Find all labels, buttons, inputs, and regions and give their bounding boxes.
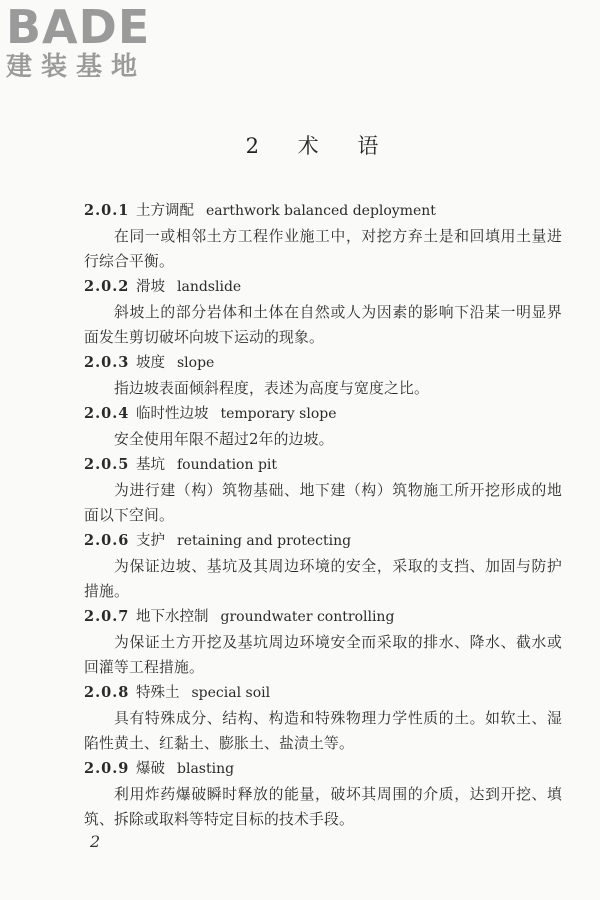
site-logo xyxy=(6,0,176,84)
term-entry xyxy=(84,350,562,401)
chapter-title: 2 术 语 xyxy=(245,134,395,158)
logo-subtitle: 建装基地 xyxy=(6,52,147,82)
term-english: foundation pit xyxy=(177,457,278,473)
term-heading xyxy=(84,756,562,782)
logo-mark: BADE xyxy=(6,0,151,54)
term-heading xyxy=(84,198,562,224)
term-definition: 利用炸药爆破瞬时释放的能量，破坏其周围的介质，达到开挖、填筑、拆除或取料等特定目标的技术手段。 xyxy=(84,786,562,828)
term-entry xyxy=(84,756,562,832)
term-number: 2.0.2 xyxy=(84,278,130,295)
page-number: 2 xyxy=(90,832,101,851)
term-english: temporary slope xyxy=(220,406,337,422)
term-english: special soil xyxy=(191,685,271,701)
term-number: 2.0.7 xyxy=(84,608,130,625)
term-definition: 具有特殊成分、结构、构造和特殊物理力学性质的土。如软土、湿陷性黄土、红黏土、膨胀土、盐渍土等。 xyxy=(84,710,562,752)
term-heading xyxy=(84,604,562,630)
term-number: 2.0.4 xyxy=(84,405,130,422)
term-definition: 为保证土方开挖及基坑周边环境安全而采取的排水、降水、截水或回灌等工程措施。 xyxy=(84,634,562,676)
term-chinese: 滑坡 xyxy=(136,279,165,295)
term-number: 2.0.8 xyxy=(84,684,130,701)
term-chinese: 地下水控制 xyxy=(136,609,209,625)
term-number: 2.0.3 xyxy=(84,354,130,371)
term-heading xyxy=(84,680,562,706)
term-entry xyxy=(84,274,562,350)
term-english: earthwork balanced deployment xyxy=(206,203,436,219)
term-definition: 安全使用年限不超过2年的边坡。 xyxy=(114,431,334,448)
term-chinese: 坡度 xyxy=(136,355,165,371)
term-entry xyxy=(84,401,562,452)
term-entry xyxy=(84,680,562,756)
term-entry xyxy=(84,528,562,604)
term-english: groundwater controlling xyxy=(220,609,395,625)
term-entry xyxy=(84,198,562,274)
term-definition: 为进行建（构）筑物基础、地下建（构）筑物施工所开挖形成的地面以下空间。 xyxy=(84,482,562,524)
term-number: 2.0.1 xyxy=(84,202,130,219)
term-english: blasting xyxy=(177,761,235,777)
term-number: 2.0.9 xyxy=(84,760,130,777)
term-chinese: 支护 xyxy=(136,533,165,549)
term-chinese: 临时性边坡 xyxy=(136,406,209,422)
term-english: slope xyxy=(177,355,215,371)
term-definition: 指边坡表面倾斜程度，表述为高度与宽度之比。 xyxy=(114,380,429,397)
term-heading xyxy=(84,401,562,427)
term-number: 2.0.6 xyxy=(84,532,130,549)
term-chinese: 基坑 xyxy=(136,457,165,473)
term-chinese: 爆破 xyxy=(136,761,165,777)
term-definition: 斜坡上的部分岩体和土体在自然或人为因素的影响下沿某一明显界面发生剪切破坏向坡下运动的现象。 xyxy=(84,304,562,346)
term-heading xyxy=(84,350,562,376)
term-heading xyxy=(84,452,562,478)
term-english: retaining and protecting xyxy=(177,533,352,549)
term-number: 2.0.5 xyxy=(84,456,130,473)
term-entry xyxy=(84,604,562,680)
term-entry xyxy=(84,452,562,528)
term-heading xyxy=(84,274,562,300)
term-chinese: 特殊土 xyxy=(136,685,180,701)
term-chinese: 土方调配 xyxy=(136,203,194,219)
term-english: landslide xyxy=(177,279,242,295)
term-heading xyxy=(84,528,562,554)
terms-list xyxy=(84,198,562,832)
term-definition: 为保证边坡、基坑及其周边环境的安全，采取的支挡、加固与防护措施。 xyxy=(84,558,562,600)
term-definition: 在同一或相邻土方工程作业施工中，对挖方弃土是和回填用土量进行综合平衡。 xyxy=(84,228,562,270)
